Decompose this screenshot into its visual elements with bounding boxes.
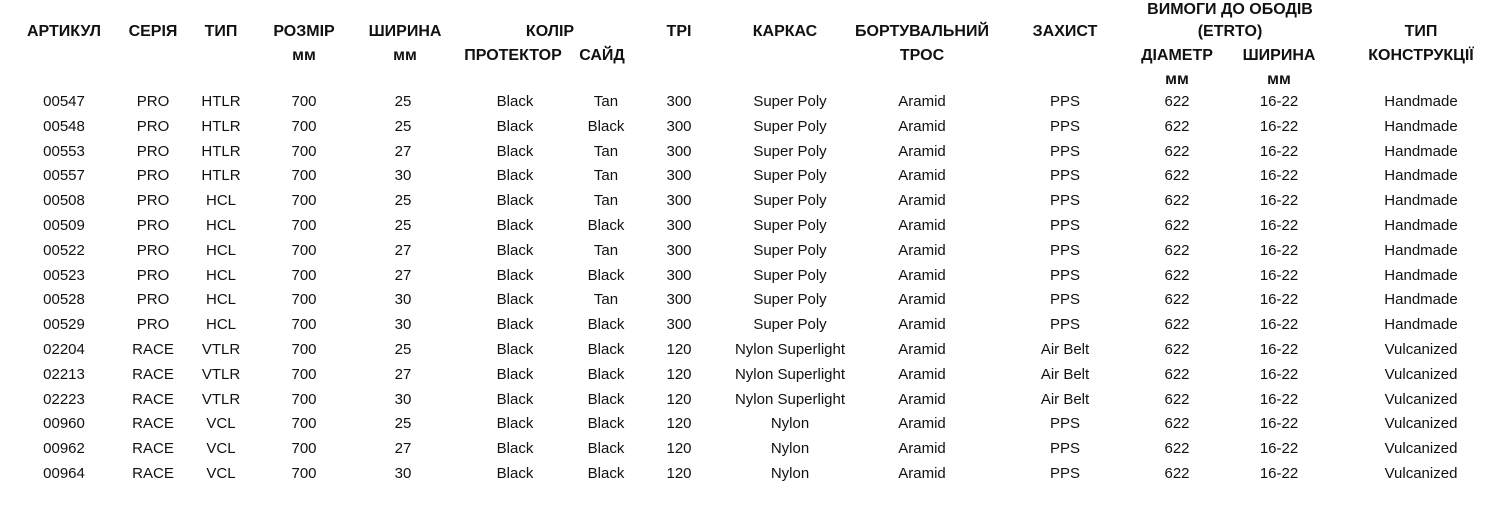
cell-article: 00529 bbox=[43, 316, 85, 334]
cell-construction: Handmade bbox=[1384, 167, 1458, 185]
table-row bbox=[0, 439, 1500, 464]
cell-article: 00509 bbox=[43, 217, 85, 234]
cell-width: 30 bbox=[394, 390, 412, 408]
cell-side: Black bbox=[587, 365, 625, 383]
cell-tpi: 300 bbox=[666, 217, 692, 234]
cell-diameter: 622 bbox=[1164, 341, 1190, 358]
cell-bead: Aramid bbox=[898, 241, 946, 259]
cell-rim-width: 16-22 bbox=[1259, 117, 1299, 135]
cell-article: 00528 bbox=[43, 291, 85, 309]
header-bead-line2: ТРОС bbox=[899, 47, 945, 64]
cell-rim-width: 16-22 bbox=[1259, 316, 1299, 334]
header-side: САЙД bbox=[579, 47, 625, 64]
header-rim-line1: ВИМОГИ ДО ОБОДІВ bbox=[1147, 1, 1313, 18]
cell-tread: Black bbox=[496, 415, 534, 433]
cell-series: PRO bbox=[136, 241, 170, 259]
cell-size: 700 bbox=[291, 167, 317, 185]
cell-tread: Black bbox=[496, 365, 534, 383]
table-row bbox=[0, 414, 1500, 439]
cell-casing: Nylon Superlight bbox=[734, 365, 846, 383]
cell-size: 700 bbox=[291, 291, 317, 309]
cell-casing: Super Poly bbox=[753, 217, 827, 234]
cell-size: 700 bbox=[291, 341, 317, 358]
cell-diameter: 622 bbox=[1164, 93, 1190, 110]
cell-side: Black bbox=[587, 440, 625, 458]
cell-tread: Black bbox=[496, 266, 534, 284]
cell-protection: PPS bbox=[1049, 93, 1081, 110]
cell-side: Black bbox=[587, 266, 625, 284]
cell-width: 25 bbox=[394, 192, 412, 210]
cell-bead: Aramid bbox=[898, 365, 946, 383]
cell-side: Tan bbox=[593, 241, 619, 259]
cell-construction: Handmade bbox=[1384, 93, 1458, 110]
cell-bead: Aramid bbox=[898, 266, 946, 284]
cell-rim-width: 16-22 bbox=[1259, 142, 1299, 160]
cell-article: 00547 bbox=[43, 93, 85, 110]
cell-series: PRO bbox=[136, 142, 170, 160]
cell-size: 700 bbox=[291, 415, 317, 433]
cell-series: PRO bbox=[136, 316, 170, 334]
cell-bead: Aramid bbox=[898, 465, 946, 482]
cell-tpi: 120 bbox=[666, 341, 692, 358]
cell-casing: Super Poly bbox=[753, 117, 827, 135]
cell-article: 02213 bbox=[43, 365, 85, 383]
cell-side: Black bbox=[587, 415, 625, 433]
cell-series: RACE bbox=[132, 415, 174, 433]
cell-tpi: 120 bbox=[666, 415, 692, 433]
cell-size: 700 bbox=[291, 192, 317, 210]
cell-diameter: 622 bbox=[1164, 266, 1190, 284]
table-row bbox=[0, 216, 1500, 241]
cell-tpi: 300 bbox=[666, 167, 692, 185]
cell-type: HCL bbox=[205, 291, 237, 309]
cell-construction: Handmade bbox=[1384, 266, 1458, 284]
cell-protection: PPS bbox=[1049, 291, 1081, 309]
cell-rim-width: 16-22 bbox=[1259, 93, 1299, 110]
cell-series: PRO bbox=[136, 217, 170, 234]
cell-article: 02204 bbox=[43, 341, 85, 358]
cell-tread: Black bbox=[496, 440, 534, 458]
table-row bbox=[0, 117, 1500, 142]
cell-article: 00548 bbox=[43, 117, 85, 135]
cell-diameter: 622 bbox=[1164, 365, 1190, 383]
cell-article: 00557 bbox=[43, 167, 85, 185]
cell-article: 00960 bbox=[43, 415, 85, 433]
cell-type: HCL bbox=[205, 241, 237, 259]
cell-protection: Air Belt bbox=[1040, 341, 1090, 358]
cell-construction: Handmade bbox=[1384, 192, 1458, 210]
cell-construction: Vulcanized bbox=[1384, 365, 1458, 383]
cell-protection: Air Belt bbox=[1040, 365, 1090, 383]
cell-protection: PPS bbox=[1049, 465, 1081, 482]
cell-construction: Vulcanized bbox=[1384, 440, 1458, 458]
cell-side: Tan bbox=[593, 192, 619, 210]
cell-size: 700 bbox=[291, 390, 317, 408]
cell-construction: Handmade bbox=[1384, 117, 1458, 135]
cell-tpi: 300 bbox=[666, 117, 692, 135]
cell-size: 700 bbox=[291, 316, 317, 334]
cell-width: 27 bbox=[394, 142, 412, 160]
table-row bbox=[0, 191, 1500, 216]
cell-bead: Aramid bbox=[898, 341, 946, 358]
cell-side: Black bbox=[587, 117, 625, 135]
cell-tpi: 120 bbox=[666, 365, 692, 383]
cell-casing: Super Poly bbox=[753, 316, 827, 334]
table-row bbox=[0, 464, 1500, 489]
cell-size: 700 bbox=[291, 93, 317, 110]
cell-bead: Aramid bbox=[898, 316, 946, 334]
cell-type: HTLR bbox=[201, 93, 241, 110]
cell-casing: Super Poly bbox=[753, 167, 827, 185]
cell-diameter: 622 bbox=[1164, 291, 1190, 309]
table-row bbox=[0, 142, 1500, 167]
cell-casing: Super Poly bbox=[753, 266, 827, 284]
cell-series: PRO bbox=[136, 266, 170, 284]
cell-width: 27 bbox=[394, 440, 412, 458]
cell-protection: PPS bbox=[1049, 192, 1081, 210]
cell-rim-width: 16-22 bbox=[1259, 415, 1299, 433]
cell-width: 25 bbox=[394, 415, 412, 433]
header-color: КОЛІР bbox=[525, 23, 575, 40]
cell-size: 700 bbox=[291, 465, 317, 482]
cell-protection: PPS bbox=[1049, 142, 1081, 160]
cell-side: Black bbox=[587, 341, 625, 358]
cell-tpi: 300 bbox=[666, 266, 692, 284]
cell-type: VTLR bbox=[201, 341, 241, 358]
cell-series: RACE bbox=[132, 440, 174, 458]
table-row bbox=[0, 266, 1500, 291]
cell-tread: Black bbox=[496, 192, 534, 210]
cell-series: PRO bbox=[136, 117, 170, 135]
cell-diameter: 622 bbox=[1164, 465, 1190, 482]
cell-tread: Black bbox=[496, 142, 534, 160]
cell-side: Tan bbox=[593, 142, 619, 160]
cell-article: 00964 bbox=[43, 465, 85, 482]
cell-side: Black bbox=[587, 217, 625, 234]
cell-size: 700 bbox=[291, 266, 317, 284]
cell-bead: Aramid bbox=[898, 217, 946, 234]
cell-tread: Black bbox=[496, 117, 534, 135]
cell-protection: PPS bbox=[1049, 117, 1081, 135]
table-row bbox=[0, 340, 1500, 365]
cell-rim-width: 16-22 bbox=[1259, 365, 1299, 383]
cell-rim-width: 16-22 bbox=[1259, 167, 1299, 185]
cell-protection: PPS bbox=[1049, 241, 1081, 259]
cell-rim-width: 16-22 bbox=[1259, 465, 1299, 482]
cell-protection: PPS bbox=[1049, 316, 1081, 334]
cell-series: PRO bbox=[136, 167, 170, 185]
cell-bead: Aramid bbox=[898, 192, 946, 210]
cell-type: HCL bbox=[205, 266, 237, 284]
cell-article: 00523 bbox=[43, 266, 85, 284]
cell-diameter: 622 bbox=[1164, 316, 1190, 334]
cell-tread: Black bbox=[496, 217, 534, 234]
table-row bbox=[0, 315, 1500, 340]
cell-rim-width: 16-22 bbox=[1259, 291, 1299, 309]
cell-tread: Black bbox=[496, 341, 534, 358]
cell-bead: Aramid bbox=[898, 93, 946, 110]
cell-bead: Aramid bbox=[898, 291, 946, 309]
cell-construction: Vulcanized bbox=[1384, 390, 1458, 408]
cell-type: HTLR bbox=[201, 142, 241, 160]
header-rim-line2: (ETRTO) bbox=[1197, 23, 1263, 40]
cell-article: 00962 bbox=[43, 440, 85, 458]
header-bead-line1: БОРТУВАЛЬНИЙ bbox=[855, 23, 989, 40]
cell-diameter: 622 bbox=[1164, 440, 1190, 458]
header-rim-diameter: ДІАМЕТР bbox=[1141, 47, 1213, 64]
cell-rim-width: 16-22 bbox=[1259, 440, 1299, 458]
cell-construction: Handmade bbox=[1384, 142, 1458, 160]
header-series: СЕРІЯ bbox=[128, 23, 178, 40]
cell-construction: Vulcanized bbox=[1384, 415, 1458, 433]
cell-rim-width: 16-22 bbox=[1259, 217, 1299, 234]
header-article: АРТИКУЛ bbox=[26, 23, 102, 40]
cell-tpi: 300 bbox=[666, 93, 692, 110]
header-tread: ПРОТЕКТОР bbox=[464, 47, 562, 64]
cell-side: Black bbox=[587, 465, 625, 482]
cell-construction: Handmade bbox=[1384, 316, 1458, 334]
cell-side: Tan bbox=[593, 291, 619, 309]
cell-diameter: 622 bbox=[1164, 142, 1190, 160]
table-row bbox=[0, 92, 1500, 117]
cell-tread: Black bbox=[496, 291, 534, 309]
cell-tread: Black bbox=[496, 241, 534, 259]
cell-casing: Nylon bbox=[770, 415, 810, 433]
cell-side: Black bbox=[587, 390, 625, 408]
header-rim-diameter-unit: мм bbox=[1165, 71, 1189, 88]
cell-width: 30 bbox=[394, 465, 412, 482]
cell-casing: Super Poly bbox=[753, 192, 827, 210]
cell-construction: Handmade bbox=[1384, 217, 1458, 234]
cell-rim-width: 16-22 bbox=[1259, 241, 1299, 259]
cell-casing: Nylon bbox=[770, 465, 810, 482]
cell-type: VCL bbox=[206, 465, 236, 482]
table-row bbox=[0, 241, 1500, 266]
cell-diameter: 622 bbox=[1164, 192, 1190, 210]
cell-tpi: 120 bbox=[666, 465, 692, 482]
cell-diameter: 622 bbox=[1164, 217, 1190, 234]
cell-width: 30 bbox=[394, 291, 412, 309]
cell-width: 25 bbox=[394, 93, 412, 110]
cell-series: PRO bbox=[136, 192, 170, 210]
cell-construction: Handmade bbox=[1384, 241, 1458, 259]
cell-bead: Aramid bbox=[898, 142, 946, 160]
header-protection: ЗАХИСТ bbox=[1032, 23, 1098, 40]
cell-type: VCL bbox=[206, 415, 236, 433]
cell-article: 02223 bbox=[43, 390, 85, 408]
cell-protection: PPS bbox=[1049, 217, 1081, 234]
cell-side: Tan bbox=[593, 93, 619, 110]
cell-tpi: 300 bbox=[666, 241, 692, 259]
header-type: ТИП bbox=[204, 23, 238, 40]
table-row bbox=[0, 390, 1500, 415]
cell-diameter: 622 bbox=[1164, 117, 1190, 135]
cell-type: VCL bbox=[206, 440, 236, 458]
cell-width: 25 bbox=[394, 117, 412, 135]
cell-diameter: 622 bbox=[1164, 241, 1190, 259]
cell-type: VTLR bbox=[201, 390, 241, 408]
cell-tpi: 120 bbox=[666, 440, 692, 458]
cell-type: HCL bbox=[205, 316, 237, 334]
cell-width: 30 bbox=[394, 167, 412, 185]
cell-casing: Nylon bbox=[770, 440, 810, 458]
cell-type: HTLR bbox=[201, 117, 241, 135]
cell-article: 00508 bbox=[43, 192, 85, 210]
cell-tpi: 300 bbox=[666, 316, 692, 334]
cell-protection: PPS bbox=[1049, 266, 1081, 284]
cell-bead: Aramid bbox=[898, 167, 946, 185]
cell-rim-width: 16-22 bbox=[1259, 266, 1299, 284]
table-row bbox=[0, 166, 1500, 191]
cell-size: 700 bbox=[291, 440, 317, 458]
cell-tread: Black bbox=[496, 390, 534, 408]
cell-casing: Super Poly bbox=[753, 142, 827, 160]
cell-casing: Super Poly bbox=[753, 93, 827, 110]
cell-construction: Vulcanized bbox=[1384, 465, 1458, 482]
header-construction-line1: ТИП bbox=[1404, 23, 1438, 40]
header-width: ШИРИНА bbox=[368, 23, 442, 40]
cell-width: 27 bbox=[394, 241, 412, 259]
cell-diameter: 622 bbox=[1164, 415, 1190, 433]
cell-series: RACE bbox=[132, 365, 174, 383]
cell-diameter: 622 bbox=[1164, 167, 1190, 185]
cell-type: VTLR bbox=[201, 365, 241, 383]
cell-type: HTLR bbox=[201, 167, 241, 185]
cell-tread: Black bbox=[496, 167, 534, 185]
cell-tpi: 300 bbox=[666, 291, 692, 309]
cell-width: 27 bbox=[394, 365, 412, 383]
cell-construction: Handmade bbox=[1384, 291, 1458, 309]
cell-protection: Air Belt bbox=[1040, 390, 1090, 408]
header-size-unit: мм bbox=[292, 47, 316, 64]
table-row bbox=[0, 290, 1500, 315]
cell-width: 30 bbox=[394, 316, 412, 334]
cell-size: 700 bbox=[291, 217, 317, 234]
cell-series: PRO bbox=[136, 291, 170, 309]
cell-casing: Nylon Superlight bbox=[734, 341, 846, 358]
cell-series: RACE bbox=[132, 341, 174, 358]
header-construction-line2: КОНСТРУКЦІЇ bbox=[1368, 47, 1474, 64]
cell-tread: Black bbox=[496, 316, 534, 334]
cell-protection: PPS bbox=[1049, 440, 1081, 458]
cell-rim-width: 16-22 bbox=[1259, 192, 1299, 210]
cell-construction: Vulcanized bbox=[1384, 341, 1458, 358]
header-tpi: TPI bbox=[666, 23, 692, 40]
cell-bead: Aramid bbox=[898, 390, 946, 408]
cell-rim-width: 16-22 bbox=[1259, 390, 1299, 408]
cell-rim-width: 16-22 bbox=[1259, 341, 1299, 358]
cell-tread: Black bbox=[496, 93, 534, 110]
cell-casing: Super Poly bbox=[753, 291, 827, 309]
cell-casing: Nylon Superlight bbox=[734, 390, 846, 408]
header-size: РОЗМІР bbox=[273, 23, 335, 40]
cell-side: Black bbox=[587, 316, 625, 334]
cell-side: Tan bbox=[593, 167, 619, 185]
cell-tpi: 300 bbox=[666, 142, 692, 160]
cell-series: RACE bbox=[132, 465, 174, 482]
cell-size: 700 bbox=[291, 142, 317, 160]
cell-series: PRO bbox=[136, 93, 170, 110]
header-width-unit: мм bbox=[393, 47, 417, 64]
cell-tread: Black bbox=[496, 465, 534, 482]
cell-casing: Super Poly bbox=[753, 241, 827, 259]
header-casing: КАРКАС bbox=[752, 23, 818, 40]
header-rim-width-unit: мм bbox=[1267, 71, 1291, 88]
cell-diameter: 622 bbox=[1164, 390, 1190, 408]
cell-width: 27 bbox=[394, 266, 412, 284]
cell-type: HCL bbox=[205, 217, 237, 234]
cell-size: 700 bbox=[291, 241, 317, 259]
cell-bead: Aramid bbox=[898, 117, 946, 135]
cell-bead: Aramid bbox=[898, 415, 946, 433]
header-rim-width: ШИРИНА bbox=[1242, 47, 1316, 64]
cell-bead: Aramid bbox=[898, 440, 946, 458]
table-row bbox=[0, 365, 1500, 390]
cell-tpi: 120 bbox=[666, 390, 692, 408]
cell-width: 25 bbox=[394, 217, 412, 234]
cell-article: 00522 bbox=[43, 241, 85, 259]
cell-size: 700 bbox=[291, 117, 317, 135]
cell-width: 25 bbox=[394, 341, 412, 358]
cell-protection: PPS bbox=[1049, 167, 1081, 185]
cell-article: 00553 bbox=[43, 142, 85, 160]
cell-series: RACE bbox=[132, 390, 174, 408]
cell-protection: PPS bbox=[1049, 415, 1081, 433]
cell-type: HCL bbox=[205, 192, 237, 210]
cell-tpi: 300 bbox=[666, 192, 692, 210]
cell-size: 700 bbox=[291, 365, 317, 383]
